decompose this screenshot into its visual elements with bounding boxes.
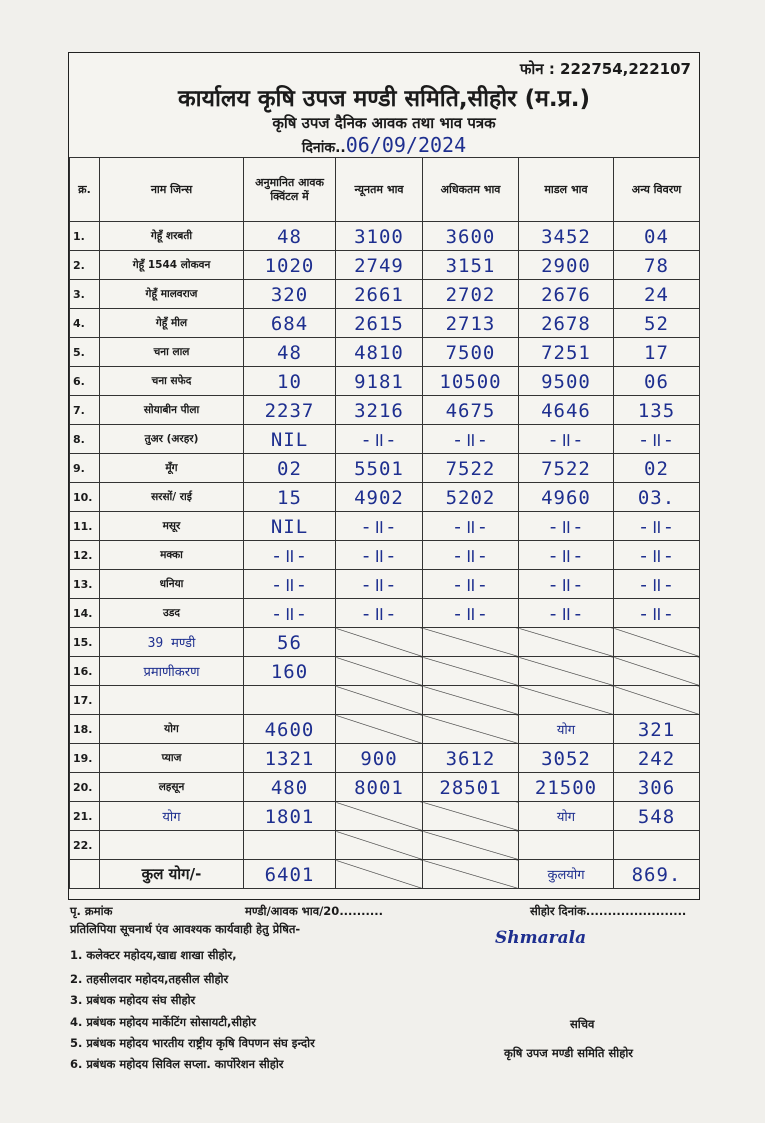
row-sr: 11. xyxy=(70,512,100,541)
office-title: कार्यालय कृषि उपज मण्डी समिति,सीहोर (म.प्र.) xyxy=(178,86,590,112)
blank-cell xyxy=(336,686,423,715)
cell-other: 04 xyxy=(644,226,669,248)
mandi-ref: मण्डी/आवक भाव/20.......... xyxy=(245,904,383,918)
commodity-name: 39 मण्डी xyxy=(147,636,196,651)
cell-model: -॥- xyxy=(547,545,585,567)
col-model-rate: माडल भाव xyxy=(519,158,614,222)
kul-yog-arrival: 6401 xyxy=(264,864,315,886)
cell-other: -॥- xyxy=(637,603,676,625)
table-row xyxy=(70,367,700,396)
lahsun-min: 8001 xyxy=(354,777,404,799)
table-row xyxy=(70,454,700,483)
cell-min: -॥- xyxy=(360,516,398,538)
row-sr: 15. xyxy=(70,628,100,657)
table-body xyxy=(70,222,700,889)
cell-other: 17 xyxy=(644,342,669,364)
table-row xyxy=(70,280,700,309)
table-row xyxy=(70,686,700,715)
table-row xyxy=(70,309,700,338)
cell-arrival: 10 xyxy=(277,371,302,393)
row-sr: 1. xyxy=(70,222,100,251)
blank-cell xyxy=(336,860,423,889)
cell-min: 2661 xyxy=(354,284,404,306)
blank-cell xyxy=(336,628,423,657)
cell-min: 4810 xyxy=(354,342,404,364)
cell-other: -॥- xyxy=(637,545,676,567)
table-row xyxy=(70,251,700,280)
cell-model: 9500 xyxy=(541,371,591,393)
lahsun-label: लहसून xyxy=(100,773,244,802)
blank-cell xyxy=(519,657,614,686)
recipient-1: 1. कलेक्टर महोदय,खाद्य शाखा सीहोर, xyxy=(70,948,237,962)
cell-min: 3216 xyxy=(354,400,404,422)
row-sr: 9. xyxy=(70,454,100,483)
table-row xyxy=(70,570,700,599)
table-row xyxy=(70,512,700,541)
blank-cell xyxy=(336,715,423,744)
recipient-4: 4. प्रबंधक महोदय मार्केटिंग सोसायटी,सीहोर xyxy=(70,1015,256,1029)
row21-model-label: योग xyxy=(556,810,576,825)
lahsun-max: 28501 xyxy=(439,777,502,799)
yog-arrival: 4600 xyxy=(264,719,315,741)
commodity-name: मक्का xyxy=(160,549,183,561)
date-label: दिनांक xyxy=(301,140,336,156)
col-sr: क्र. xyxy=(70,158,100,222)
pyaz-min: 900 xyxy=(360,748,398,770)
cell-model: -॥- xyxy=(547,516,585,538)
commodity-name: चना सफेद xyxy=(151,375,192,387)
recipient-6: 6. प्रबंधक महोदय सिविल सप्ला. कार्पोरेशन सीहोर xyxy=(70,1057,284,1071)
blank-cell xyxy=(336,831,423,860)
blank-cell xyxy=(614,628,700,657)
cell-max: 3151 xyxy=(445,255,496,277)
cell-arrival: -॥- xyxy=(270,545,309,567)
secretary-title: सचिव xyxy=(570,1017,595,1031)
table-row xyxy=(70,831,700,860)
blank-cell xyxy=(423,802,519,831)
row-sr: 13. xyxy=(70,570,100,599)
table-row xyxy=(70,483,700,512)
cell-model: 2678 xyxy=(541,313,591,335)
cell-min: -॥- xyxy=(360,545,398,567)
ref-number: पृ. क्रमांक xyxy=(70,904,113,918)
kul-yog-label: कुल योग/- xyxy=(100,860,244,889)
mandi-rate-sheet xyxy=(68,52,700,900)
table-row xyxy=(70,715,700,744)
cell-min: 2749 xyxy=(354,255,404,277)
cell-min: 3100 xyxy=(354,226,404,248)
sheet-subtitle: कृषि उपज दैनिक आवक तथा भाव पत्रक xyxy=(272,114,496,132)
table-row xyxy=(70,773,700,802)
cell-min: 4902 xyxy=(354,487,404,509)
blank-cell xyxy=(614,686,700,715)
cell-arrival: 02 xyxy=(277,458,302,480)
row-sr: 22. xyxy=(70,831,100,860)
row-sr: 4. xyxy=(70,309,100,338)
lahsun-other: 306 xyxy=(637,777,676,799)
cell-arrival: -॥- xyxy=(270,603,309,625)
cell-arrival: 15 xyxy=(277,487,302,509)
lahsun-arrival: 480 xyxy=(270,777,309,799)
row21-arrival: 1801 xyxy=(264,806,315,828)
cell-max: 2702 xyxy=(445,284,496,306)
blank-cell xyxy=(614,657,700,686)
phone-number: फोन : 222754,222107 xyxy=(519,60,691,78)
yog-label: योग xyxy=(100,715,244,744)
blank-cell xyxy=(423,686,519,715)
row-sr: 20. xyxy=(70,773,100,802)
row-sr: 7. xyxy=(70,396,100,425)
cell-min: 2615 xyxy=(354,313,404,335)
table-header-row xyxy=(70,158,700,222)
cell-max: 3600 xyxy=(445,226,496,248)
blank-cell xyxy=(423,715,519,744)
row-sr: 17. xyxy=(70,686,100,715)
pyaz-model: 3052 xyxy=(541,748,591,770)
table-row xyxy=(70,802,700,831)
commodity-name: गेहूँ शरबती xyxy=(150,230,193,242)
cell-min: -॥- xyxy=(360,603,398,625)
commodity-name: सरसों/ राई xyxy=(151,491,192,503)
secretary-org: कृषि उपज मण्डी समिति सीहोर xyxy=(504,1046,634,1060)
cell-model: 4960 xyxy=(541,487,591,509)
row-sr: 8. xyxy=(70,425,100,454)
table-row xyxy=(70,396,700,425)
commodity-name: धनिया xyxy=(159,578,184,590)
cell-model: 2676 xyxy=(541,284,591,306)
col-commodity: नाम जिन्स xyxy=(100,158,244,222)
commodity-name: गेहूँ 1544 लोकवन xyxy=(132,259,211,271)
commodity-name: गेहूँ मालवराज xyxy=(145,288,198,300)
cell-max: -॥- xyxy=(451,603,490,625)
cell-max: 4675 xyxy=(445,400,496,422)
commodity-name: चना लाल xyxy=(153,346,190,358)
cell-other: 24 xyxy=(644,284,669,306)
table-row xyxy=(70,425,700,454)
cell-arrival: 48 xyxy=(277,226,302,248)
cell-max: 5202 xyxy=(445,487,496,509)
table-row xyxy=(70,744,700,773)
cell-model: -॥- xyxy=(547,574,585,596)
commodity-name: तुअर (अरहर) xyxy=(144,433,199,445)
cell-arrival: 56 xyxy=(277,632,302,654)
blank-cell xyxy=(336,657,423,686)
cell-arrival: NIL xyxy=(270,516,309,538)
cell-model: 3452 xyxy=(541,226,591,248)
blank-cell xyxy=(423,657,519,686)
row-sr: 18. xyxy=(70,715,100,744)
blank-cell xyxy=(423,628,519,657)
blank-cell xyxy=(244,686,336,715)
commodity-name: मूँग xyxy=(165,462,178,474)
commodity-name: मसूर xyxy=(162,520,181,532)
row-sr: 3. xyxy=(70,280,100,309)
signature: Shmarala xyxy=(495,928,587,948)
cell-arrival: 684 xyxy=(270,313,309,335)
blank-cell xyxy=(519,628,614,657)
recipient-5: 5. प्रबंधक महोदय भारतीय राष्ट्रीय कृषि विपणन संघ इन्दोर xyxy=(70,1036,315,1050)
row-sr: 2. xyxy=(70,251,100,280)
cell-min: 5501 xyxy=(354,458,404,480)
table-row xyxy=(70,628,700,657)
cell-max: -॥- xyxy=(451,545,490,567)
commodity-name: उडद xyxy=(163,607,180,619)
cell-arrival: 160 xyxy=(270,661,309,683)
cell-other: 135 xyxy=(637,400,676,422)
row21-name: योग xyxy=(162,810,181,825)
col-arrival: अनुमानित आवक क्विंटल में xyxy=(244,158,336,222)
cell-max: 7500 xyxy=(445,342,496,364)
cell-model: -॥- xyxy=(547,429,585,451)
col-other: अन्य विवरण xyxy=(614,158,700,222)
pyaz-label: प्याज xyxy=(100,744,244,773)
sehore-date: सीहोर दिनांक....................... xyxy=(530,904,687,918)
blank-cell xyxy=(336,802,423,831)
cell-model: 4646 xyxy=(541,400,591,422)
table-row xyxy=(70,541,700,570)
recipient-2: 2. तहसीलदार महोदय,तहसील सीहोर xyxy=(70,972,229,986)
table-row xyxy=(70,860,700,889)
table-row xyxy=(70,599,700,628)
table-row xyxy=(70,338,700,367)
date-value: 06/09/2024 xyxy=(345,133,467,157)
yog-model-label: योग xyxy=(556,723,576,738)
cell-other: -॥- xyxy=(637,516,676,538)
commodity-name: सोयाबीन पीला xyxy=(143,404,200,416)
row-sr: 19. xyxy=(70,744,100,773)
cell-other: -॥- xyxy=(637,429,676,451)
cell-model: 7522 xyxy=(541,458,591,480)
cell-min: -॥- xyxy=(360,429,398,451)
blank-cell xyxy=(423,831,519,860)
cell-max: -॥- xyxy=(451,574,490,596)
recipient-3: 3. प्रबंधक महोदय संघ सीहोर xyxy=(70,993,196,1007)
pyaz-arrival: 1321 xyxy=(264,748,315,770)
blank-cell xyxy=(519,686,614,715)
cell-other: 78 xyxy=(644,255,669,277)
cell-model: 7251 xyxy=(541,342,591,364)
row-sr: 14. xyxy=(70,599,100,628)
cell-other: 02 xyxy=(644,458,669,480)
cell-max: 10500 xyxy=(439,371,502,393)
table-row xyxy=(70,657,700,686)
col-min-rate: न्यूनतम भाव xyxy=(336,158,423,222)
cell-max: 2713 xyxy=(445,313,496,335)
row-sr: 6. xyxy=(70,367,100,396)
cell-arrival: NIL xyxy=(270,429,309,451)
row-sr: 5. xyxy=(70,338,100,367)
cell-min: 9181 xyxy=(354,371,404,393)
blank-cell xyxy=(423,860,519,889)
row-sr: 21. xyxy=(70,802,100,831)
cell-arrival: 48 xyxy=(277,342,302,364)
col-max-rate: अधिकतम भाव xyxy=(423,158,519,222)
row21-other: 548 xyxy=(637,806,676,828)
cell-arrival: 1020 xyxy=(264,255,315,277)
pyaz-max: 3612 xyxy=(445,748,496,770)
date-line: दिनांक..06/09/2024 xyxy=(301,133,467,157)
pyaz-other: 242 xyxy=(637,748,676,770)
cell-arrival: -॥- xyxy=(270,574,309,596)
cell-max: -॥- xyxy=(451,516,490,538)
row-sr: 16. xyxy=(70,657,100,686)
cell-max: -॥- xyxy=(451,429,490,451)
cell-min: -॥- xyxy=(360,574,398,596)
cell-arrival: 320 xyxy=(270,284,309,306)
rates-table xyxy=(69,157,700,889)
cell-other: -॥- xyxy=(637,574,676,596)
table-row xyxy=(70,222,700,251)
yog-other: 321 xyxy=(637,719,676,741)
kul-yog-other: 869. xyxy=(631,864,682,886)
cell-max: 7522 xyxy=(445,458,496,480)
cell-other: 52 xyxy=(644,313,669,335)
row-sr: 12. xyxy=(70,541,100,570)
cell-model: 2900 xyxy=(541,255,591,277)
cc-line: प्रतिलिपिया सूचनार्थ एंव आवश्यक कार्यवाही हेतु प्रेषित- xyxy=(70,922,301,936)
cell-other: 03. xyxy=(637,487,676,509)
commodity-name: गेहूँ मील xyxy=(155,317,188,329)
cell-other: 06 xyxy=(644,371,669,393)
cell-arrival: 2237 xyxy=(264,400,315,422)
cell-model: -॥- xyxy=(547,603,585,625)
lahsun-model: 21500 xyxy=(534,777,598,799)
commodity-name: प्रमाणीकरण xyxy=(143,665,200,680)
kul-yog-model-label: कुलयोग xyxy=(547,868,585,883)
row-sr: 10. xyxy=(70,483,100,512)
